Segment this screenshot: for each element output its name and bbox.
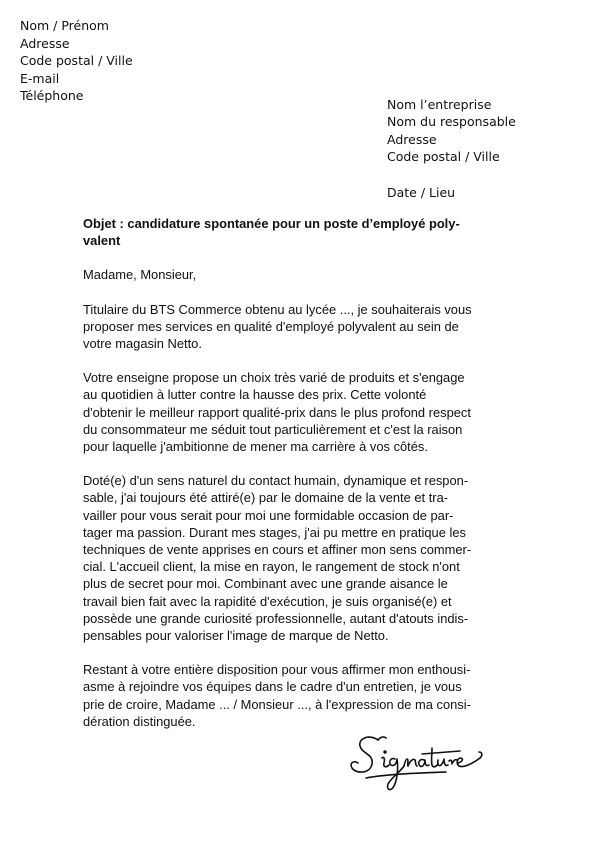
sender-email: E-mail (20, 70, 60, 86)
sender-postal-city: Code postal / Ville (20, 53, 133, 69)
sender-block (20, 17, 133, 105)
recipient-block (387, 96, 516, 166)
paragraph-line: techniques de vente apprises en cours et affiner mon sens commer- (83, 542, 472, 558)
paragraph-line: dération distinguée. (83, 713, 196, 729)
recipient-manager: Nom du responsable (387, 114, 516, 130)
paragraph-line: votre magasin Netto. (83, 336, 202, 352)
paragraph-intro (83, 301, 503, 353)
salutation: Madame, Monsieur, (83, 267, 197, 283)
handwritten-signature (348, 728, 488, 800)
paragraph-line: prie de croire, Madame ... / Monsieur ..., à l'expression de ma consi- (83, 696, 471, 712)
paragraph-line: cial. L'accueil client, la mise en rayon, le rangement de stock n'ont (83, 559, 460, 575)
paragraph-line: tager ma passion. Durant mes stages, j'ai pu mettre en pratique les (83, 524, 466, 540)
letter-body (83, 215, 503, 747)
paragraph-line: du consommateur me séduit tout particulièrement et c'est la raison (83, 421, 463, 437)
paragraph-line: Votre enseigne propose un choix très varié de produits et s'engage (83, 370, 465, 386)
paragraph-line: proposer mes services en qualité d'employé polyvalent au sein de (83, 318, 459, 334)
paragraph-line: Titulaire du BTS Commerce obtenu au lycée ..., je souhaiterais vous (83, 301, 472, 317)
recipient-postal-city: Code postal / Ville (387, 149, 500, 165)
paragraph-line: au quotidien à lutter contre la hausse des prix. Cette volonté (83, 387, 427, 403)
subject-line: Objet : candidature spontanée pour un poste d’employé poly- (83, 216, 460, 231)
paragraph-skills (83, 472, 503, 644)
sender-name: Nom / Prénom (20, 18, 109, 33)
paragraph-line: asme à rejoindre vos équipes dans le cadre d'un entretien, je vous (83, 679, 462, 695)
paragraph-line: possède une grande curiosité professionnelle, autant d'atouts indis- (83, 610, 469, 626)
sender-address: Adresse (20, 35, 70, 51)
recipient-company: Nom l’entreprise (387, 97, 492, 112)
sender-phone: Téléphone (20, 88, 84, 104)
paragraph-line: pour laquelle j'ambitionne de mener ma carrière à vos côtés. (83, 439, 428, 455)
paragraph-line: d'obtenir le meilleur rapport qualité-prix dans le plus profond respect (83, 404, 471, 420)
paragraph-closing (83, 661, 503, 730)
paragraph-line: Restant à votre entière disposition pour vous affirmer mon enthousi- (83, 662, 471, 678)
paragraph-line: pensables pour valoriser l'image de marque de Netto. (83, 628, 389, 644)
paragraph-line: vailler pour vous serait pour moi une formidable occasion de par- (83, 507, 454, 523)
letter-subject (83, 215, 503, 249)
paragraph-line: plus de secret pour moi. Combinant avec une grande aisance le (83, 576, 448, 592)
date-place: Date / Lieu (387, 185, 456, 200)
paragraph-line: Doté(e) d'un sens naturel du contact humain, dynamique et respon- (83, 473, 469, 489)
paragraph-company (83, 369, 503, 455)
paragraph-line: sable, j'ai toujours été attiré(e) par le domaine de la vente et tra- (83, 490, 449, 506)
paragraph-line: travail bien fait avec la rapidité d'exécution, je suis organisé(e) et (83, 593, 452, 609)
subject-line: valent (83, 233, 121, 249)
recipient-address: Adresse (387, 131, 437, 147)
